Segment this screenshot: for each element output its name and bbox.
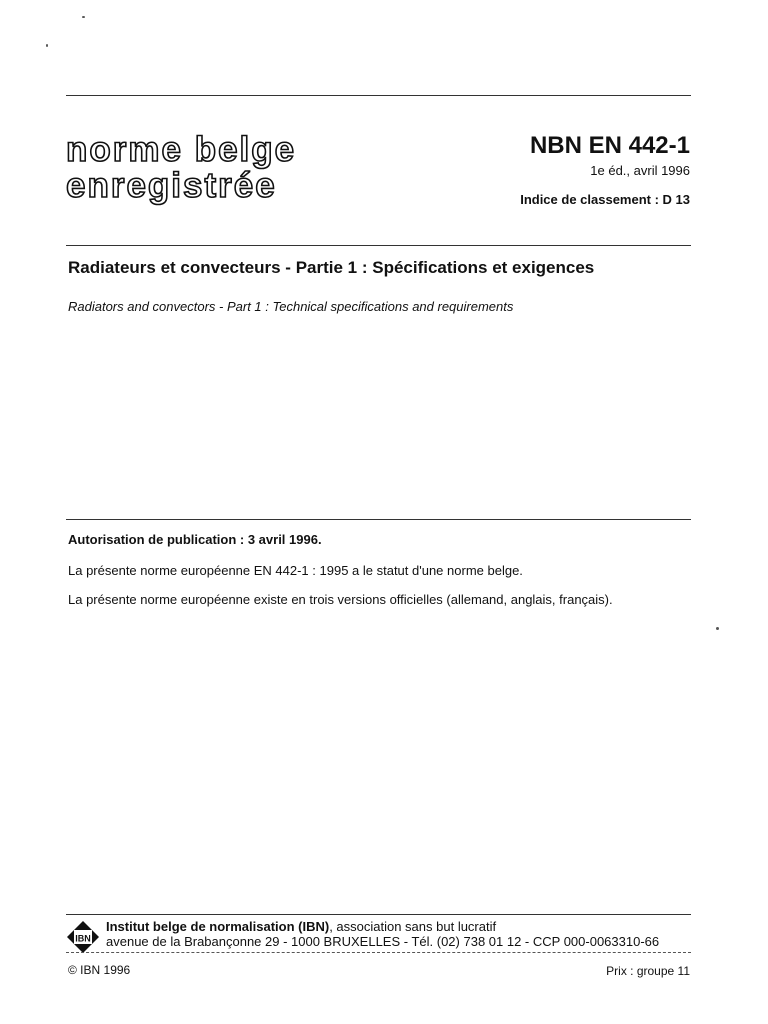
statement-versions: La présente norme européenne existe en trois versions officielles (allemand, anglais, français).: [68, 592, 613, 607]
standard-number: NBN EN 442-1: [529, 132, 690, 159]
institute-line: [106, 919, 496, 934]
document-title-english: Radiators and convectors - Part 1 : Technical specifications and requirements: [68, 299, 514, 314]
edition-date: 1e éd., avril 1996: [590, 163, 690, 178]
ibn-logo-text: IBN: [75, 933, 91, 944]
publication-authorization: Autorisation de publication : 3 avril 1996.: [68, 532, 322, 547]
institute-name: Institut belge de normalisation (IBN): [106, 919, 330, 934]
section-divider: [66, 519, 691, 520]
copyright: © IBN 1996: [68, 963, 131, 977]
classification-index: Indice de classement : D 13: [520, 192, 690, 207]
statement-status: La présente norme européenne EN 442-1 : 1995 a le statut d'une norme belge.: [68, 563, 523, 578]
scan-speck: [46, 44, 48, 47]
brand-line-2: enregistrée: [66, 166, 277, 205]
institute-description: , association sans but lucratif: [329, 919, 497, 934]
header-divider: [66, 245, 691, 246]
document-title-french: Radiateurs et convecteurs - Partie 1 : Spécifications et exigences: [68, 258, 595, 277]
footer-divider-top: [66, 914, 691, 915]
scan-speck: [82, 16, 85, 18]
footer-divider-bottom: [66, 952, 691, 953]
institute-address: avenue de la Brabançonne 29 - 1000 BRUXELLES - Tél. (02) 738 01 12 - CCP 000-0063310-66: [106, 934, 660, 949]
scan-speck: [716, 627, 719, 630]
brand-line-1: norme belge: [66, 130, 297, 169]
ibn-logo-icon: [66, 920, 100, 954]
top-divider: [66, 95, 691, 96]
price-group: Prix : groupe 11: [606, 964, 690, 978]
